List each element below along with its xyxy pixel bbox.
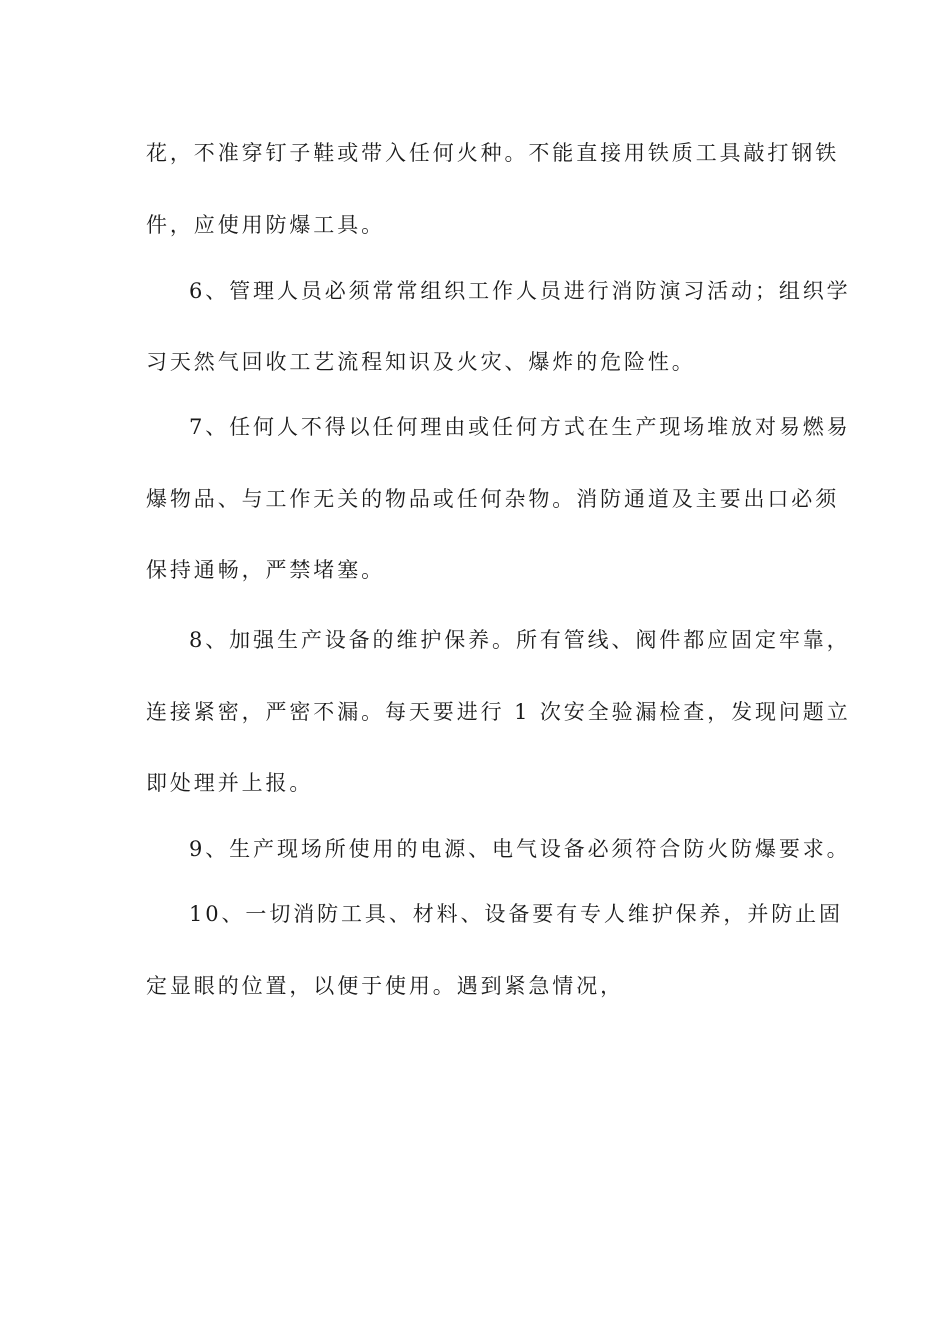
text-line: 连接紧密，严密不漏。每天要进行 1 次安全验漏检查，发现问题立 — [146, 700, 851, 724]
text-line: 爆物品、与工作无关的物品或任何杂物。消防通道及主要出口必须 — [146, 487, 840, 511]
text-line: 花，不准穿钉子鞋或带入任何火种。不能直接用铁质工具敲打钢铁 — [146, 141, 840, 165]
text-line: 定显眼的位置，以便于使用。遇到紧急情况， — [146, 974, 624, 998]
text-line: 保持通畅，严禁堵塞。 — [146, 558, 385, 582]
paragraph-8-start: 8、加强生产设备的维护保养。所有管线、阀件都应固定牢靠， — [189, 628, 851, 652]
text-line: 即处理并上报。 — [146, 771, 314, 795]
paragraph-6-start: 6、管理人员必须常常组织工作人员进行消防演习活动；组织学 — [189, 279, 851, 303]
paragraph-10-start: 10、一切消防工具、材料、设备要有专人维护保养，并防止固 — [189, 902, 843, 926]
paragraph-9: 9、生产现场所使用的电源、电气设备必须符合防火防爆要求。 — [189, 837, 851, 861]
text-line: 习天然气回收工艺流程知识及火灾、爆炸的危险性。 — [146, 350, 696, 374]
paragraph-7-start: 7、任何人不得以任何理由或任何方式在生产现场堆放对易燃易 — [189, 415, 851, 439]
text-line: 件，应使用防爆工具。 — [146, 213, 385, 237]
